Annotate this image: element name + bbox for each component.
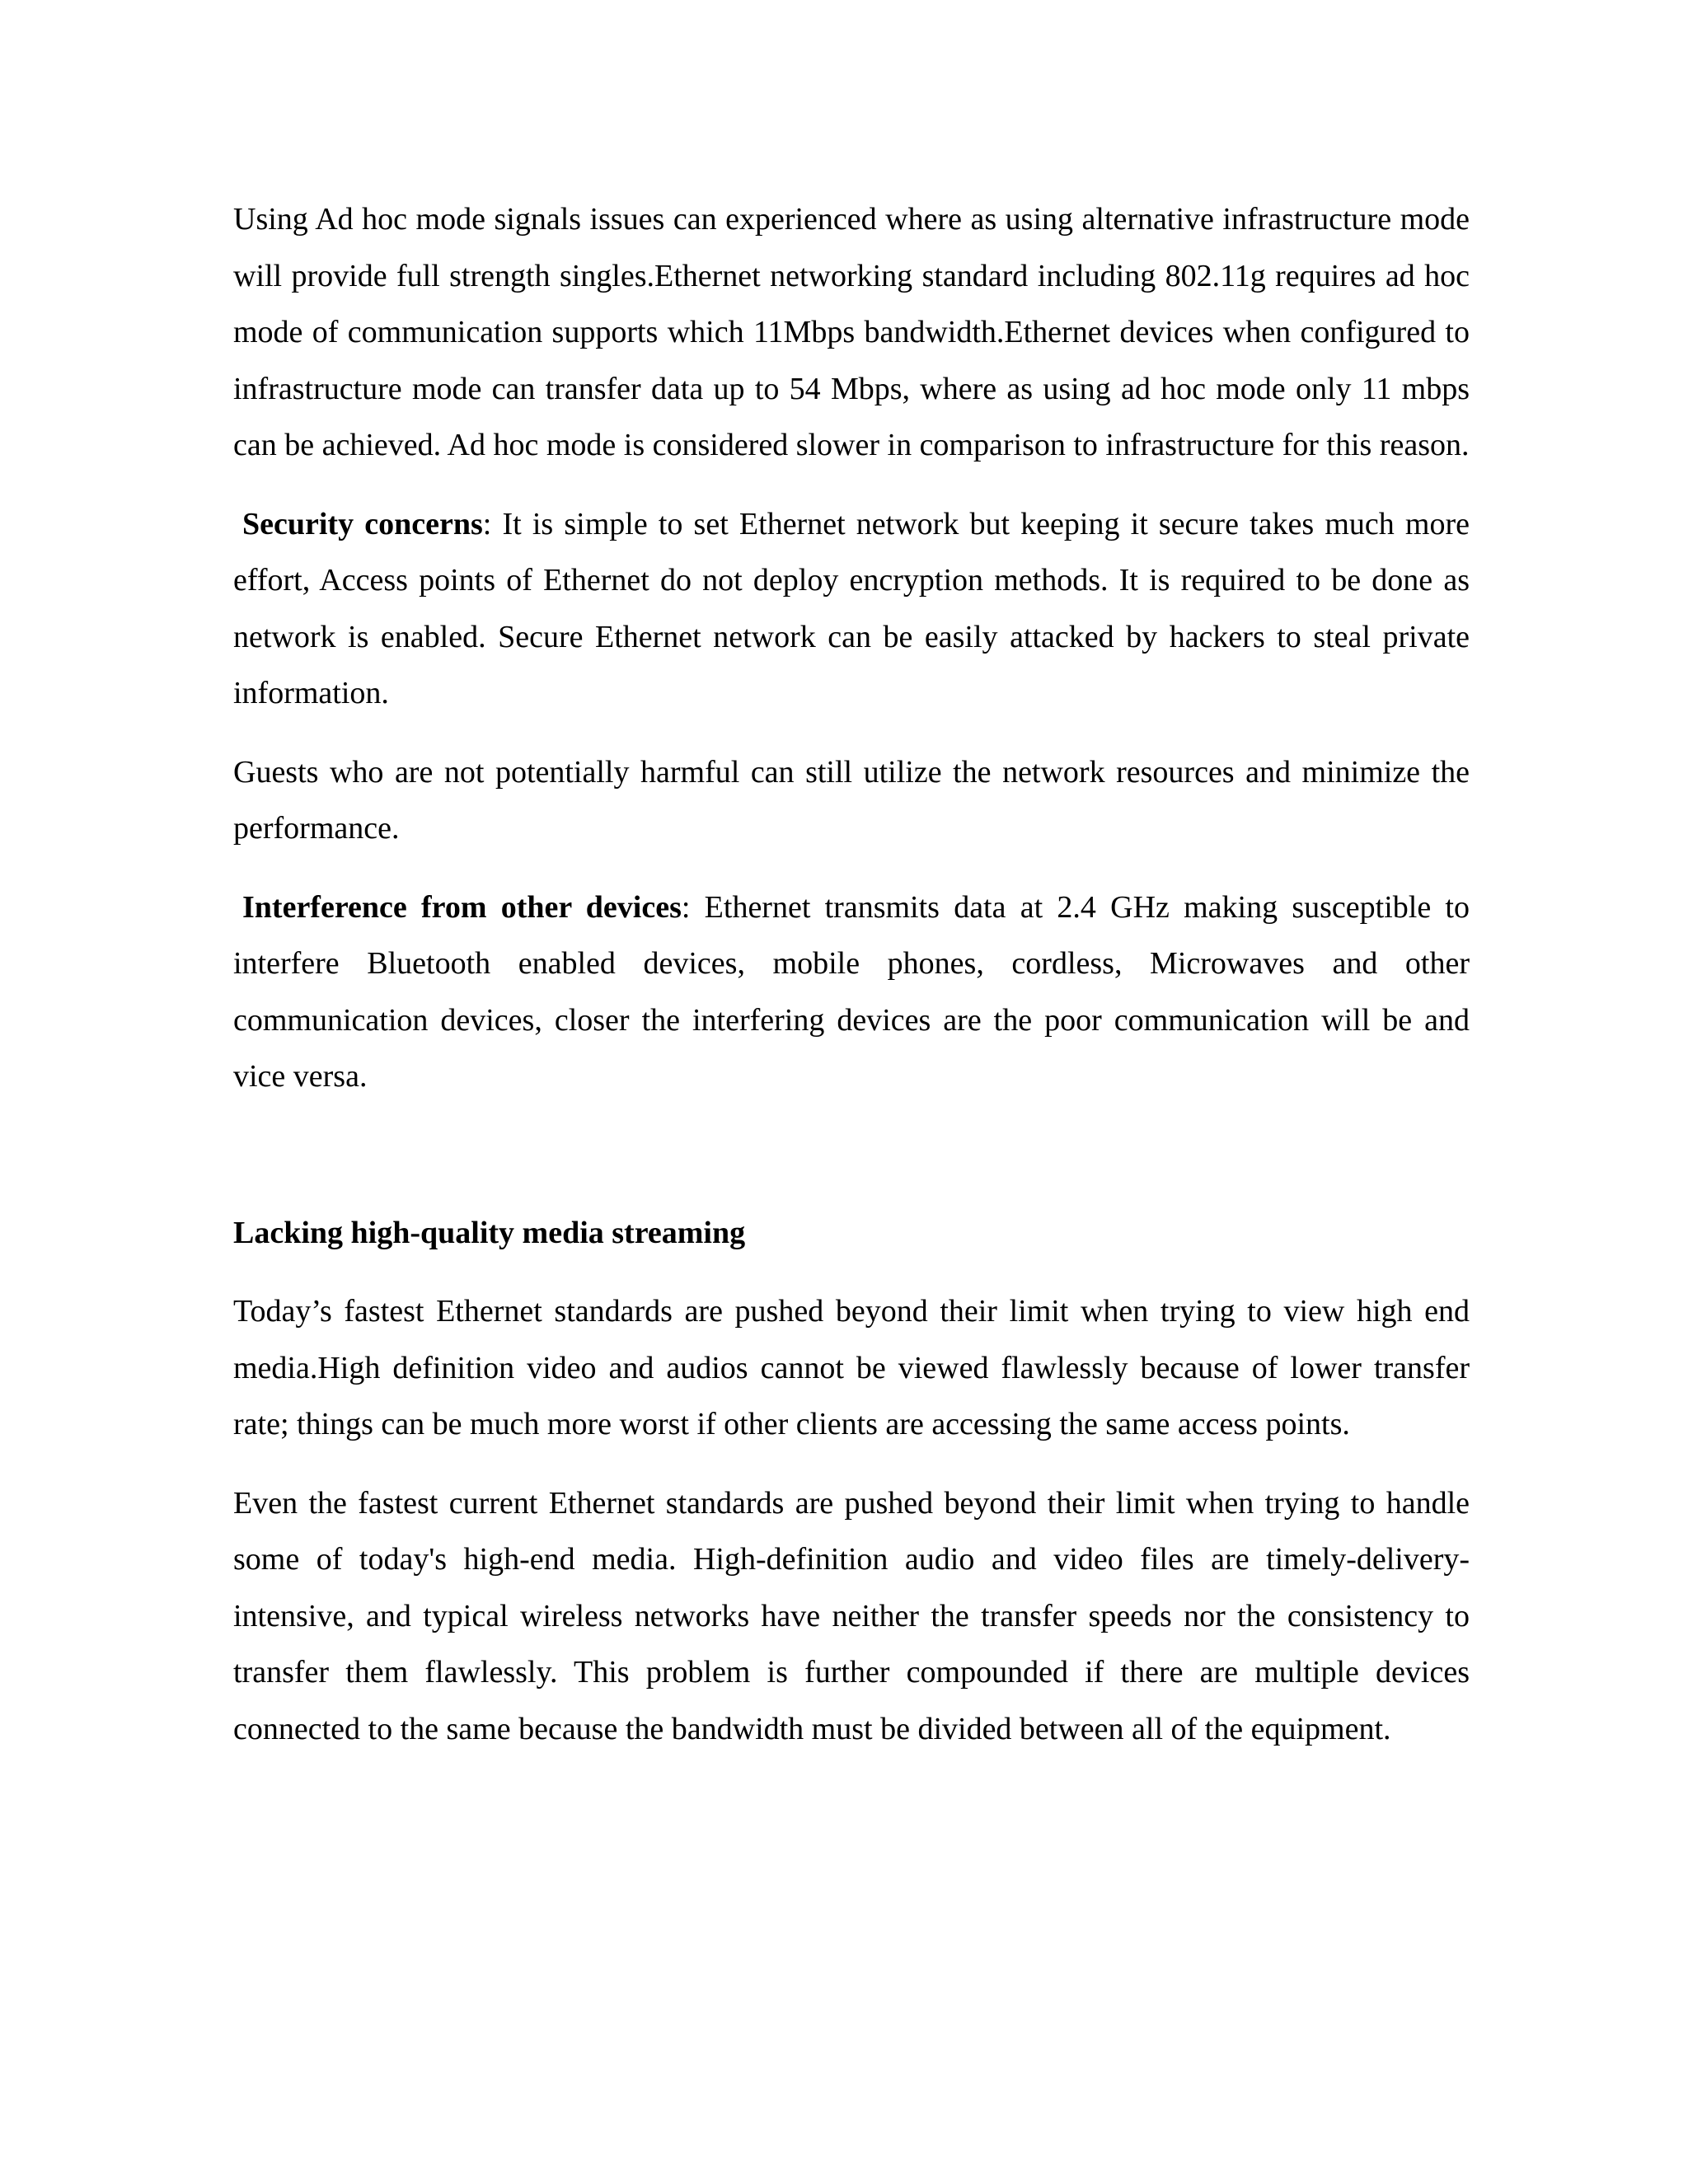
document-body [233,191,1470,1779]
paragraph-interference [233,879,1470,1105]
security-concerns-label: Security concerns [242,506,483,541]
section-heading-media-streaming: Lacking high-quality media streaming [233,1215,746,1250]
interference-text: : Ethernet transmits data at 2.4 GHz making susceptible to interfere Bluetooth enabled devices, mobile phones, cordless, Microwaves and other communication devices, closer the interfering devices are the poor communication will be and vice versa. [233,889,1470,1094]
section-spacer [233,1127,1470,1205]
interference-label: Interference from other devices [242,889,682,925]
paragraph-guests: Guests who are not potentially harmful can still utilize the network resources and minimize the performance. [233,754,1470,846]
paragraph-media-streaming-2: Even the fastest current Ethernet standards are pushed beyond their limit when trying to handle some of today's high-end media. High-definition audio and video files are timely-delivery-intensive, and typical wireless networks have neither the transfer speeds nor the consistency to transfer them flawlessly. This problem is further compounded if there are multiple devices connected to the same because the bandwidth must be divided between all of the equipment. [233,1485,1470,1746]
paragraph-ad-hoc-mode: Using Ad hoc mode signals issues can experienced where as using alternative infrastructure mode will provide full strength singles.Ethernet networking standard including 802.11g requires ad hoc mode of communication supports which 11Mbps bandwidth.Ethernet devices when configured to infrastructure mode can transfer data up to 54 Mbps, where as using ad hoc mode only 11 mbps can be achieved. Ad hoc mode is considered slower in comparison to infrastructure for this reason. [233,202,1470,462]
paragraph-media-streaming-1: Today’s fastest Ethernet standards are pushed beyond their limit when trying to view high end media.High definition video and audios cannot be viewed flawlessly because of lower transfer rate; things can be much more worst if other clients are accessing the same access points. [233,1294,1470,1441]
security-concerns-text: : It is simple to set Ethernet network but keeping it secure takes much more effort, Access points of Ethernet do not deploy encryption methods. It is required to be done as network is enabled. Secure Ethernet network can be easily attacked by hackers to steal private information. [233,506,1470,710]
paragraph-security-concerns [233,496,1470,722]
